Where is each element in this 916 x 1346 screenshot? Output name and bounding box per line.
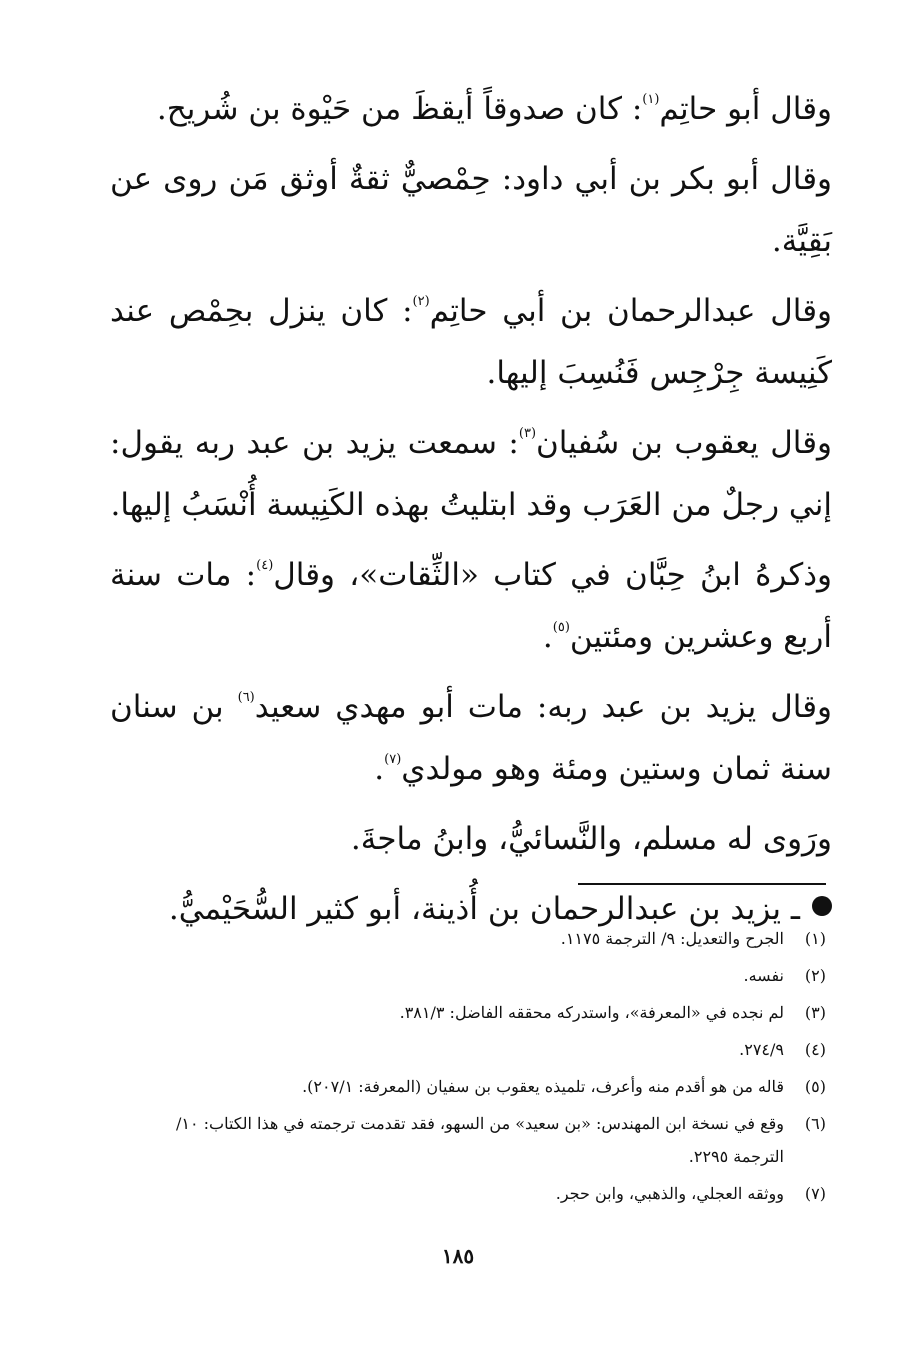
footnote-text: ٢٧٤/٩.	[739, 1040, 784, 1059]
footnote-number: (١)	[804, 929, 826, 948]
footnote-number: (٢)	[804, 966, 826, 985]
footnote-number: (٤)	[804, 1040, 826, 1059]
footnotes	[146, 922, 826, 1214]
paragraph-text: : سمعت يزيد بن عبد ربه يقول: إني رجلٌ من العَرَب وقد ابتليتُ بهذه الكَنِيسة أُنْسَبُ إليها.	[110, 425, 832, 523]
footnote-marker: (٣)	[518, 426, 537, 441]
footnote	[146, 996, 826, 1029]
paragraph-text: : كان ينزل بحِمْص عند كَنِيسة جِرْجِس فَنُسِبَ إليها.	[110, 293, 832, 391]
page-number: ١٨٥	[441, 1244, 475, 1268]
paragraph-text: وقال أبو بكر بن أبي داود: حِمْصيٌّ ثقةٌ أوثق مَن روى عن بَقِيَّة.	[110, 161, 832, 259]
bullet-icon	[812, 896, 832, 916]
paragraph-text: وقال أبو حاتِم	[659, 91, 832, 127]
footnote-marker: (٦)	[237, 690, 255, 705]
paragraph	[110, 544, 832, 668]
footnote-text: الجرح والتعديل: ٩/ الترجمة ١١٧٥.	[560, 929, 784, 948]
paragraph	[110, 148, 832, 272]
footnote-text: وقع في نسخة ابن المهندس: «بن سعيد» من السهو، فقد تقدمت ترجمته في هذا الكتاب: ١٠/ الترجمة ٢٢٩٥.	[175, 1114, 784, 1166]
footnote-text: قاله من هو أقدم منه وأعرف، تلميذه يعقوب بن سفيان (المعرفة: ٢٠٧/١).	[302, 1077, 784, 1096]
paragraph-text: وذكرهُ ابنُ حِبَّان في كتاب «الثِّقات»، وقال	[273, 557, 832, 593]
footnote-text: نفسه.	[743, 966, 784, 985]
footnote-number: (٣)	[804, 1003, 826, 1022]
footnote	[146, 922, 826, 955]
paragraph-text: .	[542, 619, 553, 655]
footnote-marker: (٢)	[412, 294, 430, 309]
footnote-marker: (٥)	[552, 620, 570, 635]
footnote	[146, 1107, 826, 1173]
footnote-marker: (١)	[642, 92, 660, 107]
paragraph-text: .	[374, 751, 385, 787]
paragraph-text: بن سنان سنة ثمان وستين ومئة وهو مولدي	[110, 689, 832, 787]
paragraph	[110, 412, 832, 536]
paragraph-text: وقال يعقوب بن سُفيان	[536, 425, 833, 461]
footnote-number: (٥)	[804, 1077, 826, 1096]
paragraph	[110, 78, 832, 140]
entry-title: ـ يزيد بن عبدالرحمان بن أُذينة، أبو كثير السُّحَيْميُّ.	[168, 891, 800, 927]
footnote-number: (٦)	[804, 1114, 826, 1133]
paragraph-text: وقال يزيد بن عبد ربه: مات أبو مهدي سعيد	[254, 689, 832, 725]
footnote-text: لم نجده في «المعرفة»، واستدركه محققه الفاضل: ٣٨١/٣.	[399, 1003, 784, 1022]
main-text	[110, 78, 832, 940]
footnote-divider	[578, 883, 826, 885]
paragraph-text: ورَوى له مسلم، والنَّسائيُّ، وابنُ ماجةَ.	[350, 821, 832, 857]
footnote-number: (٧)	[804, 1184, 826, 1203]
footnote	[146, 959, 826, 992]
paragraph	[110, 280, 832, 404]
footnote-text: ووثقه العجلي، والذهبي، وابن حجر.	[555, 1184, 784, 1203]
paragraph	[110, 676, 832, 800]
footnote	[146, 1070, 826, 1103]
footnote-marker: (٧)	[384, 752, 402, 767]
paragraph-text: وقال عبدالرحمان بن أبي حاتِم	[429, 293, 832, 329]
paragraph-text: : مات سنة أربع وعشرين ومئتين	[110, 557, 832, 655]
paragraph-text: : كان صدوقاً أيقظَ من حَيْوة بن شُريح.	[156, 91, 643, 127]
paragraph	[110, 808, 832, 870]
footnote	[146, 1177, 826, 1210]
footnote	[146, 1033, 826, 1066]
footnote-marker: (٤)	[256, 558, 274, 573]
